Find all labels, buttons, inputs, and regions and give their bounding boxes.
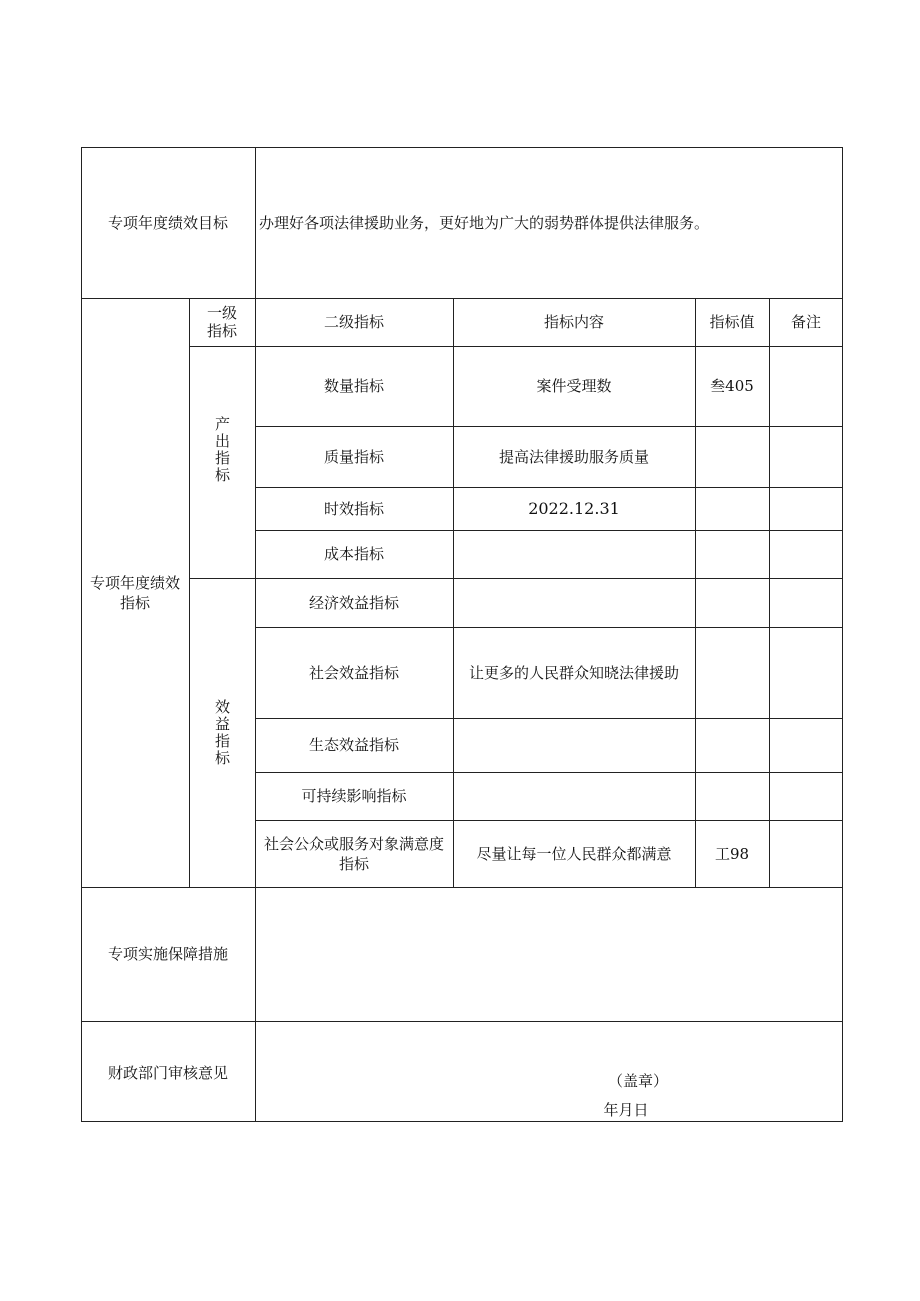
header-level1: 一级指标	[206, 304, 237, 340]
table-row-remark	[769, 426, 843, 487]
table-row-content: 尽量让每一位人民群众都满意	[476, 844, 672, 863]
table-row-remark	[769, 530, 843, 578]
header-remark: 备注	[790, 313, 821, 331]
table-row-remark	[769, 718, 843, 772]
review-label: 财政部门审核意见	[107, 1064, 228, 1082]
table-row-value	[695, 578, 769, 627]
table-row-value	[695, 530, 769, 578]
table-row-content	[453, 530, 695, 578]
table-row-value: 叁405	[710, 377, 754, 395]
goal-text: 办理好各项法律援助业务，更好地为广大的弱势群体提供法律服务。	[259, 213, 710, 232]
header-level2: 二级指标	[323, 313, 384, 331]
table-row-content	[453, 578, 695, 627]
table-row-level2: 社会效益指标	[308, 663, 399, 682]
measures-text	[255, 887, 843, 1021]
table-row-level2: 生态效益指标	[308, 736, 399, 754]
table-row-remark	[769, 627, 843, 718]
measures-label: 专项实施保障措施	[107, 945, 228, 963]
table-row-level2: 时效指标	[323, 499, 384, 518]
date-text: 年月日	[603, 1101, 649, 1119]
table-row-level2: 数量指标	[323, 377, 384, 395]
table-row-remark	[769, 820, 843, 887]
group-output-label: 产出指标	[213, 416, 231, 484]
table-row-content: 2022.12.31	[528, 498, 620, 518]
table-row-level2: 可持续影响指标	[301, 787, 407, 805]
goal-label: 专项年度绩效目标	[107, 213, 228, 232]
table-row-content: 提高法律援助服务质量	[498, 447, 649, 466]
table-row-level2: 社会公众或服务对象满意度指标	[263, 834, 444, 873]
performance-form	[81, 147, 843, 1122]
table-row-level2: 成本指标	[323, 545, 384, 563]
seal-text: （盖章）	[608, 1072, 669, 1090]
group-benefit-label: 效益指标	[213, 699, 231, 767]
header-value: 指标值	[709, 313, 755, 331]
table-row-content	[453, 718, 695, 772]
table-row-value: 工98	[714, 844, 750, 863]
table-row-level2: 质量指标	[323, 447, 384, 466]
table-row-remark	[769, 346, 843, 426]
table-row-value	[695, 426, 769, 487]
table-row-level2: 经济效益指标	[308, 593, 399, 612]
indicator-label: 专项年度绩效指标	[89, 574, 180, 612]
table-row-value	[695, 772, 769, 820]
table-row-content: 案件受理数	[536, 377, 612, 395]
header-content: 指标内容	[543, 313, 604, 331]
table-row-value	[695, 718, 769, 772]
table-row-value	[695, 487, 769, 530]
table-row-content: 让更多的人民群众知晓法律援助	[468, 663, 679, 682]
group-output	[189, 346, 255, 578]
table-row-remark	[769, 578, 843, 627]
table-row-value	[695, 627, 769, 718]
table-row-remark	[769, 487, 843, 530]
table-row-remark	[769, 772, 843, 820]
table-row-content	[453, 772, 695, 820]
group-benefit	[189, 578, 255, 888]
